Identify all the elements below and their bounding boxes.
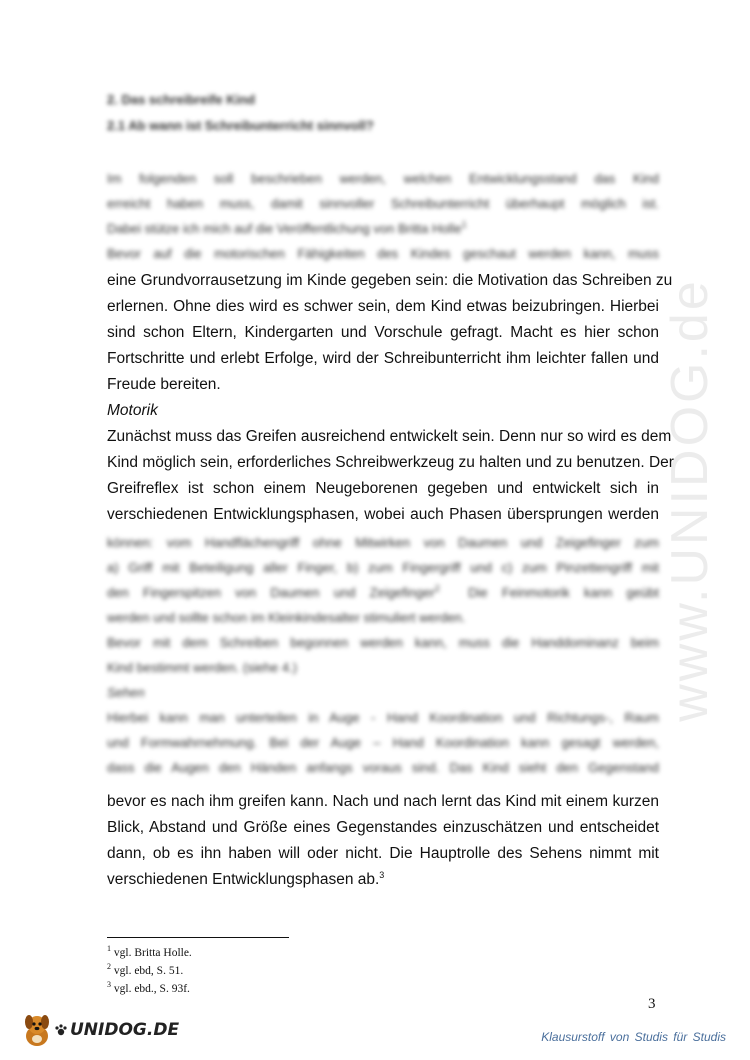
section-heading: 2.1 Ab wann ist Schreibunterricht sinnvoll?	[107, 118, 374, 133]
page-number: 3	[648, 996, 656, 1012]
motorik-blurred-paragraph: können: vom Handflächengriff ohne Mitwirken von Daumen und Zeigefinger zum a) Griff mit Beteiligung aller Finger, b) zum Fingergriff und c) zum Pinzettengriff mit den Fingerspitzen von Daumen und Zeigefinger$^2$ Die Feinmotorik kann geübt werden und sollte schon im Kleinkindesalter stimuliert werden. Bevor mit dem Schreiben begonnen werden kann, muss die Handdominanz beim Kind bestimmt werden. (siehe 4.) Sehen Hierbei kann man unterteilen in Auge - Hand Koordination und Richtungs-, Raum und Formwahrnehmung. Bei der Auge – Hand Koordination kann gesagt werden, dass die Augen den Händen anfangs voraus sind. Das Kind sieht den Gegenstand	[107, 535, 659, 775]
footnote: $^1$ vgl. Britta Holle.	[107, 944, 192, 959]
footnote-divider	[107, 937, 289, 938]
footnotes	[107, 942, 192, 995]
motorik-heading: Motorik	[107, 402, 158, 419]
logo-text: UNIDOG.DE	[70, 1020, 180, 1040]
sehen-paragraph: bevor es nach ihm greifen kann. Nach und nach lernt das Kind mit einem kurzen Blick, Abstand und Größe eines Gegenstandes einzuschätzen und entscheidet dann, ob es ihn haben will oder nicht. Die Hauptrolle des Sehens nimmt mit verschiedenen Entwicklungsphasen ab.$^3$	[107, 793, 659, 888]
watermark: www.UNIDOG.de	[661, 278, 719, 722]
sehen-heading: Sehen	[107, 685, 145, 700]
unidog-logo[interactable]	[20, 1010, 179, 1050]
chapter-heading: 2. Das schreibreife Kind	[107, 92, 256, 107]
footnote: $^3$ vgl. ebd., S. 93f.	[107, 979, 190, 995]
dog-mascot-icon	[20, 1012, 54, 1048]
footer-tagline: Klausurstoff von Studis für Studis	[541, 1030, 726, 1044]
footnote: $^2$ vgl. ebd, S. 51.	[107, 961, 184, 977]
paw-icon	[54, 1023, 68, 1037]
intro-paragraph: Im folgenden soll beschrieben werden, welchen Entwicklungsstand das Kind erreicht haben muss, damit sinnvoller Schreibunterricht überhaupt möglich ist. Dabei stütze ich mich auf die Veröffentlichung von Britta Holle$^1$ Bevor auf die motorischen Fähigkeiten des Kindes geschaut werden kann, muss	[107, 171, 659, 261]
motivation-paragraph: eine Grundvorrausetzung im Kinde gegeben sein: die Motivation das Schreiben zu erlernen. Ohne dies wird es schwer sein, dem Kind etwas beizubringen. Hierbei sind schon Eltern, Kindergarten und Vorschule gefragt. Macht es hier schon Fortschritte und erlebt Erfolge, wird der Schreibunterricht ihm leichter fallen und Freude bereiten. Motorik Zunächst muss das Greifen ausreichend entwickelt sein. Denn nur so wird es dem Kind möglich sein, erforderliches Schreibwerkzeug zu halten und zu benutzen. Der Greifreflex ist schon einem Neugeborenen gegeben und entwickelt sich in verschiedenen Entwicklungsphasen, wobei auch Phasen übersprungen werden	[107, 272, 674, 523]
